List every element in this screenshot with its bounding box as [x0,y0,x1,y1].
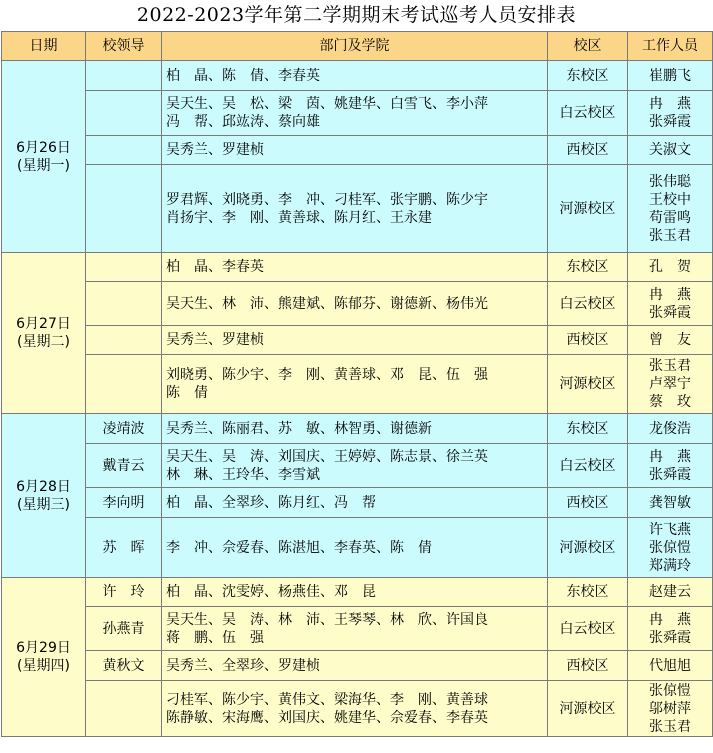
dept-cell: 刁桂军、陈少宇、黄伟文、梁海华、李 刚、黄善球 陈静敏、宋海鹰、刘国庆、姚建华、佘爱春、李春英 [162,681,548,737]
leader-cell: 凌靖波 [86,414,162,444]
table-row [2,444,713,488]
staff-cell: 冉 燕 张舜霞 [628,444,713,488]
campus-cell: 东校区 [548,578,628,607]
table-row [2,253,713,282]
campus-cell: 东校区 [548,61,628,91]
dept-cell: 吴秀兰、罗建桢 [162,326,548,355]
dept-cell: 李 冲、佘爱春、陈湛旭、李春英、陈 倩 [162,518,548,578]
leader-cell [86,136,162,165]
leader-cell: 黄秋文 [86,651,162,681]
table-row [2,651,713,681]
staff-cell: 曾 友 [628,326,713,355]
table-row [2,681,713,737]
header-dept: 部门及学院 [162,32,548,61]
dept-cell: 吴秀兰、罗建桢 [162,136,548,165]
campus-cell: 河源校区 [548,518,628,578]
leader-cell [86,165,162,253]
table-row [2,326,713,355]
header-staff: 工作人员 [628,32,713,61]
dept-cell: 柏 晶、李春英 [162,253,548,282]
staff-cell: 龚智敏 [628,488,713,518]
staff-cell: 冉 燕 张舜霞 [628,282,713,326]
dept-cell: 柏 晶、陈 倩、李春英 [162,61,548,91]
leader-cell: 戴青云 [86,444,162,488]
staff-cell: 龙俊浩 [628,414,713,444]
leader-cell [86,355,162,414]
staff-cell: 张玉君 卢翠宁 蔡 玫 [628,355,713,414]
campus-cell: 河源校区 [548,165,628,253]
date-cell: 6月28日 (星期三) [2,414,86,578]
staff-cell: 冉 燕 张舜霞 [628,91,713,136]
header-row [2,32,713,61]
table-row [2,414,713,444]
campus-cell: 西校区 [548,326,628,355]
table-row [2,488,713,518]
table-row [2,518,713,578]
date-cell: 6月29日 (星期四) [2,578,86,737]
schedule-table [1,31,713,737]
table-row [2,165,713,253]
campus-cell: 白云校区 [548,607,628,651]
leader-cell [86,253,162,282]
header-campus: 校区 [548,32,628,61]
leader-cell [86,681,162,737]
dept-cell: 刘晓勇、陈少宇、李 刚、黄善球、邓 昆、伍 强 陈 倩 [162,355,548,414]
staff-cell: 冉 燕 张舜霞 [628,607,713,651]
staff-cell: 赵建云 [628,578,713,607]
table-row [2,578,713,607]
page-title: 2022-2023学年第二学期期末考试巡考人员安排表 [136,4,577,26]
leader-cell: 苏 晖 [86,518,162,578]
campus-cell: 西校区 [548,136,628,165]
leader-cell [86,61,162,91]
table-row [2,607,713,651]
date-cell: 6月27日 (星期二) [2,253,86,414]
leader-cell: 许 玲 [86,578,162,607]
leader-cell: 孙燕青 [86,607,162,651]
campus-cell: 西校区 [548,651,628,681]
dept-cell: 吴天生、林 沛、熊建斌、陈郁芬、谢德新、杨伟光 [162,282,548,326]
staff-cell: 代旭旭 [628,651,713,681]
dept-cell: 柏 晶、沈雯婷、杨燕佳、邓 昆 [162,578,548,607]
campus-cell: 白云校区 [548,282,628,326]
campus-cell: 白云校区 [548,444,628,488]
table-row [2,91,713,136]
staff-cell: 孔 贺 [628,253,713,282]
table-row [2,61,713,91]
campus-cell: 河源校区 [548,681,628,737]
dept-cell: 吴秀兰、陈丽君、苏 敏、林智勇、谢德新 [162,414,548,444]
dept-cell: 吴天生、吴 涛、刘国庆、王婷婷、陈志景、徐兰英 林 琳、王玲华、李雪斌 [162,444,548,488]
campus-cell: 白云校区 [548,91,628,136]
campus-cell: 河源校区 [548,355,628,414]
staff-cell: 崔鹏飞 [628,61,713,91]
dept-cell: 罗君辉、刘晓勇、李 冲、刁桂军、张宇鹏、陈少宇 肖扬宇、李 刚、黄善球、陈月红、王永建 [162,165,548,253]
header-date: 日期 [2,32,86,61]
table-row [2,282,713,326]
table-row [2,136,713,165]
campus-cell: 西校区 [548,488,628,518]
staff-cell: 许飞燕 张倞愷 郑满玲 [628,518,713,578]
dept-cell: 吴天生、吴 涛、林 沛、王琴琴、林 欣、许国良 蒋 鹏、伍 强 [162,607,548,651]
date-cell: 6月26日 (星期一) [2,61,86,253]
campus-cell: 东校区 [548,253,628,282]
dept-cell: 柏 晶、全翠珍、陈月红、冯 帮 [162,488,548,518]
header-leader: 校领导 [86,32,162,61]
leader-cell [86,282,162,326]
staff-cell: 张伟聪 王校中 苟雷鸣 张玉君 [628,165,713,253]
campus-cell: 东校区 [548,414,628,444]
leader-cell: 李向明 [86,488,162,518]
table-row [2,355,713,414]
staff-cell: 张倞愷 邬树萍 张玉君 [628,681,713,737]
dept-cell: 吴天生、吴 松、梁 茵、姚建华、白雪飞、李小萍 冯 帮、邱竑涛、蔡向雄 [162,91,548,136]
leader-cell [86,326,162,355]
staff-cell: 关淑文 [628,136,713,165]
leader-cell [86,91,162,136]
dept-cell: 吴秀兰、全翠珍、罗建桢 [162,651,548,681]
